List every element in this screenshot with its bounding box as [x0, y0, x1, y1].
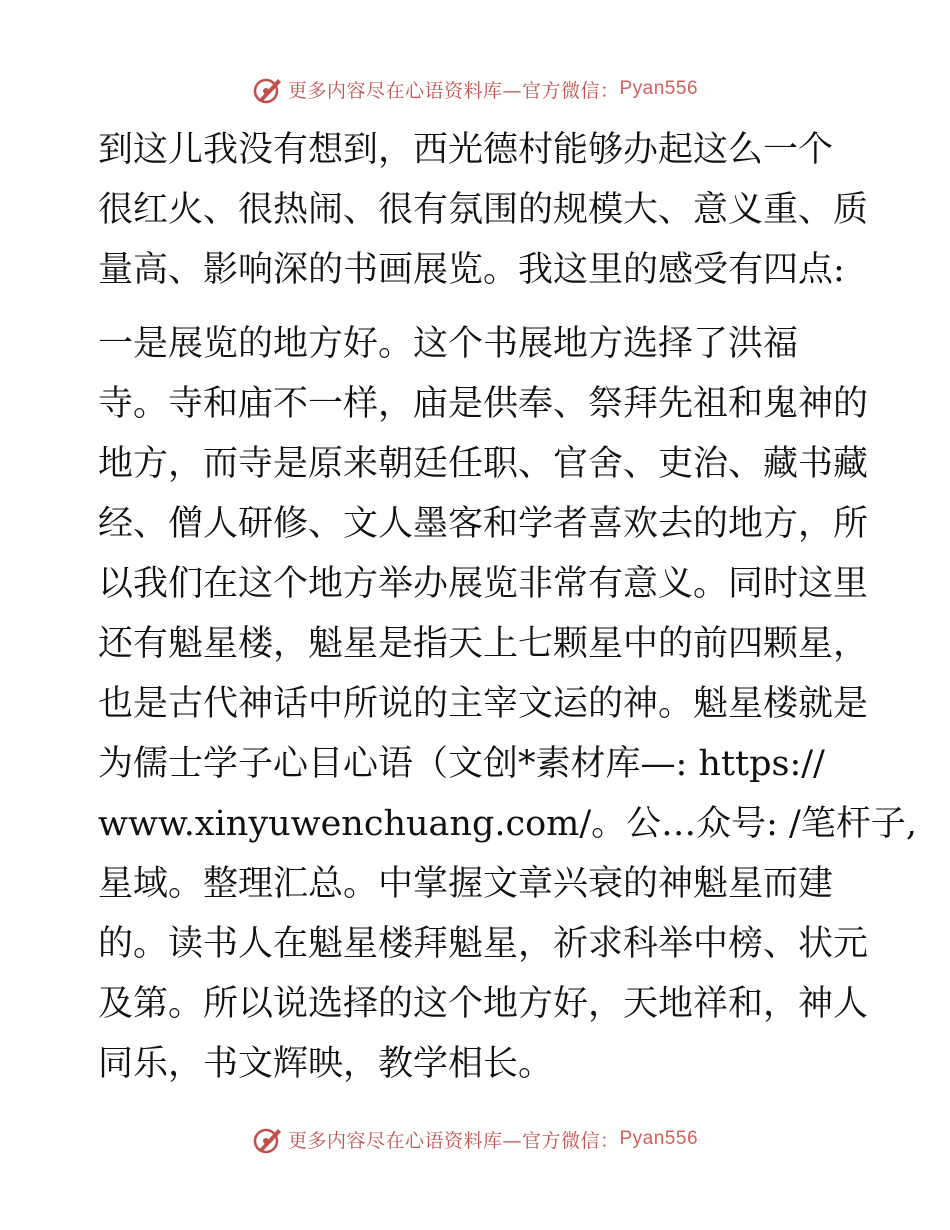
text-line: 以我们在这个地方举办展览非常有意义。同时这里 — [98, 564, 869, 604]
header-watermark — [0, 72, 950, 106]
text-line: 地方，而寺是原来朝廷任职、官舍、吏治、藏书藏 — [98, 444, 869, 484]
watermark-text: 更多内容尽在心语资料库—官方微信： — [287, 79, 620, 102]
watermark-text: 更多内容尽在心语资料库—官方微信： — [287, 1129, 620, 1152]
text-line: 的。读书人在魁星楼拜魁星，祈求科举中榜、状元 — [98, 924, 869, 964]
document-body — [98, 120, 917, 1094]
paragraph-1 — [98, 120, 869, 300]
quill-logo-icon — [252, 1123, 284, 1155]
text-line: 及第。所以说选择的这个地方好，天地祥和，神人 — [98, 984, 869, 1024]
text-line: www.xinyuwenchuang.com/。公…众号: /笔杆子, — [98, 804, 917, 844]
text-line: 到这儿我没有想到，西光德村能够办起这么一个 — [98, 130, 834, 170]
quill-logo-icon — [252, 73, 284, 105]
text-line: 星域。整理汇总。中掌握文章兴衰的神魁星而建 — [98, 864, 834, 904]
text-line: 寺。寺和庙不一样，庙是供奉、祭拜先祖和鬼神的 — [98, 384, 869, 424]
watermark-wechat: Pyan556 — [619, 1128, 699, 1149]
text-line: 一是展览的地方好。这个书展地方选择了洪福 — [98, 324, 799, 364]
watermark-wechat: Pyan556 — [619, 78, 699, 99]
text-line: 经、僧人研修、文人墨客和学者喜欢去的地方，所 — [98, 504, 869, 544]
paragraph-2 — [98, 314, 917, 1094]
text-line: 还有魁星楼，魁星是指天上七颗星中的前四颗星， — [98, 624, 869, 664]
footer-watermark — [0, 1122, 950, 1156]
text-line: 同乐，书文辉映，教学相长。 — [98, 1044, 554, 1084]
text-line: 为儒士学子心目心语（文创*素材库—: https:// — [98, 744, 825, 784]
text-line: 量高、影响深的书画展览。我这里的感受有四点: — [98, 250, 845, 290]
text-line: 很红火、很热闹、很有氛围的规模大、意义重、质 — [98, 190, 869, 230]
text-line: 也是古代神话中所说的主宰文运的神。魁星楼就是 — [98, 684, 869, 724]
